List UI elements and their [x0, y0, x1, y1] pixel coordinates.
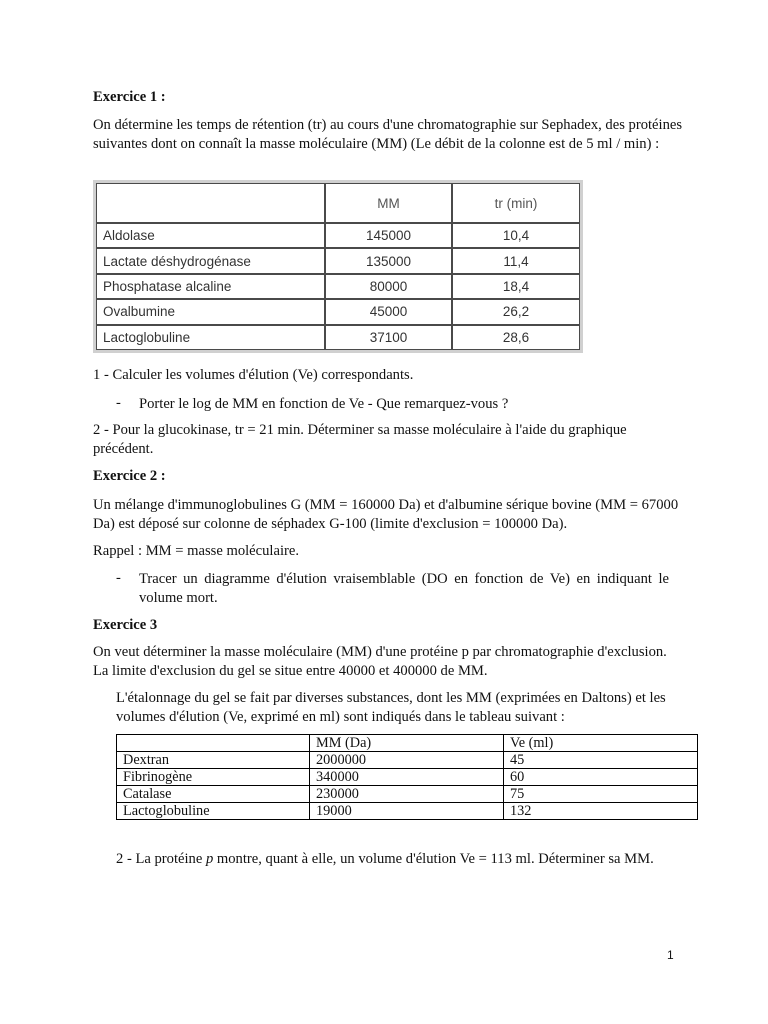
mm-cell: 37100 [325, 325, 452, 350]
table-header-cell [117, 735, 310, 752]
exercise-3-question-2 [116, 850, 676, 869]
exercise-1-question-2: 2 - Pour la glucokinase, tr = 21 min. Déterminer sa masse moléculaire à l'aide du graphique précédent. [93, 422, 627, 457]
mm-cell: 2000000 [310, 752, 504, 769]
tr-cell: 10,4 [452, 223, 580, 248]
tr-cell: 18,4 [452, 274, 580, 299]
exercise-1-bullet: Porter le log de MM en fonction de Ve - Que remarquez-vous ? [139, 396, 509, 412]
protein-name-cell: Ovalbumine [96, 299, 325, 324]
question-prefix: 2 - La protéine [116, 851, 206, 867]
table-row [96, 299, 580, 324]
mm-cell: 135000 [325, 248, 452, 273]
mm-cell: 19000 [310, 803, 504, 820]
table-row [117, 786, 698, 803]
tr-cell: 26,2 [452, 299, 580, 324]
protein-variable: p [205, 851, 214, 867]
protein-name-cell: Phosphatase alcaline [96, 274, 325, 299]
exercise-1-intro: On détermine les temps de rétention (tr) au cours d'une chromatographie sur Sephadex, des protéines suivantes dont on connaît la masse moléculaire (MM) (Le débit de la colonne est de 5 ml / min) : [93, 117, 683, 152]
question-suffix: montre, quant à elle, un volume d'élution Ve = 113 ml. Déterminer sa MM. [213, 851, 654, 867]
table-header-cell [96, 183, 325, 223]
table-row [117, 752, 698, 769]
table-row [117, 803, 698, 820]
table-header-cell: MM (Da) [310, 735, 504, 752]
mm-cell: 145000 [325, 223, 452, 248]
exercise-2-bullet: Tracer un diagramme d'élution vraisemblable (DO en fonction de Ve) en indiquant le volume mort. [139, 571, 669, 606]
table-row [96, 248, 580, 273]
table-header-cell: tr (min) [452, 183, 580, 223]
table-row [96, 325, 580, 350]
bullet-dash: - [116, 570, 121, 586]
protein-name-cell: Lactate déshydrogénase [96, 248, 325, 273]
ve-cell: 60 [504, 769, 698, 786]
table-row [117, 769, 698, 786]
table-row [96, 274, 580, 299]
substance-name-cell: Fibrinogène [117, 769, 310, 786]
tr-cell: 28,6 [452, 325, 580, 350]
ve-cell: 75 [504, 786, 698, 803]
table-header-cell: MM [325, 183, 452, 223]
exercise-2-title: Exercice 2 : [93, 468, 166, 484]
mm-cell: 230000 [310, 786, 504, 803]
ve-cell: 132 [504, 803, 698, 820]
exercise-3-paragraph-2: L'étalonnage du gel se fait par diverses substances, dont les MM (exprimées en Daltons) et les volumes d'élution (Ve, exprimé en ml) sont indiqués dans le tableau suivant : [116, 690, 666, 725]
protein-name-cell: Lactoglobuline [96, 325, 325, 350]
mm-cell: 80000 [325, 274, 452, 299]
exercise-3-paragraph-1: On veut déterminer la masse moléculaire (MM) d'une protéine p par chromatographie d'exclusion. La limite d'exclusion du gel se situe entre 40000 et 400000 de MM. [93, 644, 667, 679]
substance-name-cell: Dextran [117, 752, 310, 769]
exercise-1-title: Exercice 1 : [93, 89, 166, 105]
substance-name-cell: Catalase [117, 786, 310, 803]
exercise-1-table [93, 180, 583, 353]
page-number: 1 [667, 948, 674, 962]
table-header-cell: Ve (ml) [504, 735, 698, 752]
exercise-3-table [116, 734, 698, 820]
mm-cell: 45000 [325, 299, 452, 324]
exercise-3-title: Exercice 3 [93, 617, 158, 633]
table-header-row [117, 735, 698, 752]
tr-cell: 11,4 [452, 248, 580, 273]
exercise-2-rappel: Rappel : MM = masse moléculaire. [93, 543, 300, 559]
mm-cell: 340000 [310, 769, 504, 786]
bullet-dash: - [116, 395, 121, 411]
ve-cell: 45 [504, 752, 698, 769]
table-header-row [96, 183, 580, 223]
exercise-1-question-1: 1 - Calculer les volumes d'élution (Ve) correspondants. [93, 367, 414, 383]
substance-name-cell: Lactoglobuline [117, 803, 310, 820]
protein-name-cell: Aldolase [96, 223, 325, 248]
table-row [96, 223, 580, 248]
exercise-2-paragraph: Un mélange d'immunoglobulines G (MM = 160000 Da) et d'albumine sérique bovine (MM = 67000 Da) est déposé sur colonne de séphadex G-100 (limite d'exclusion = 100000 Da). [93, 497, 679, 532]
